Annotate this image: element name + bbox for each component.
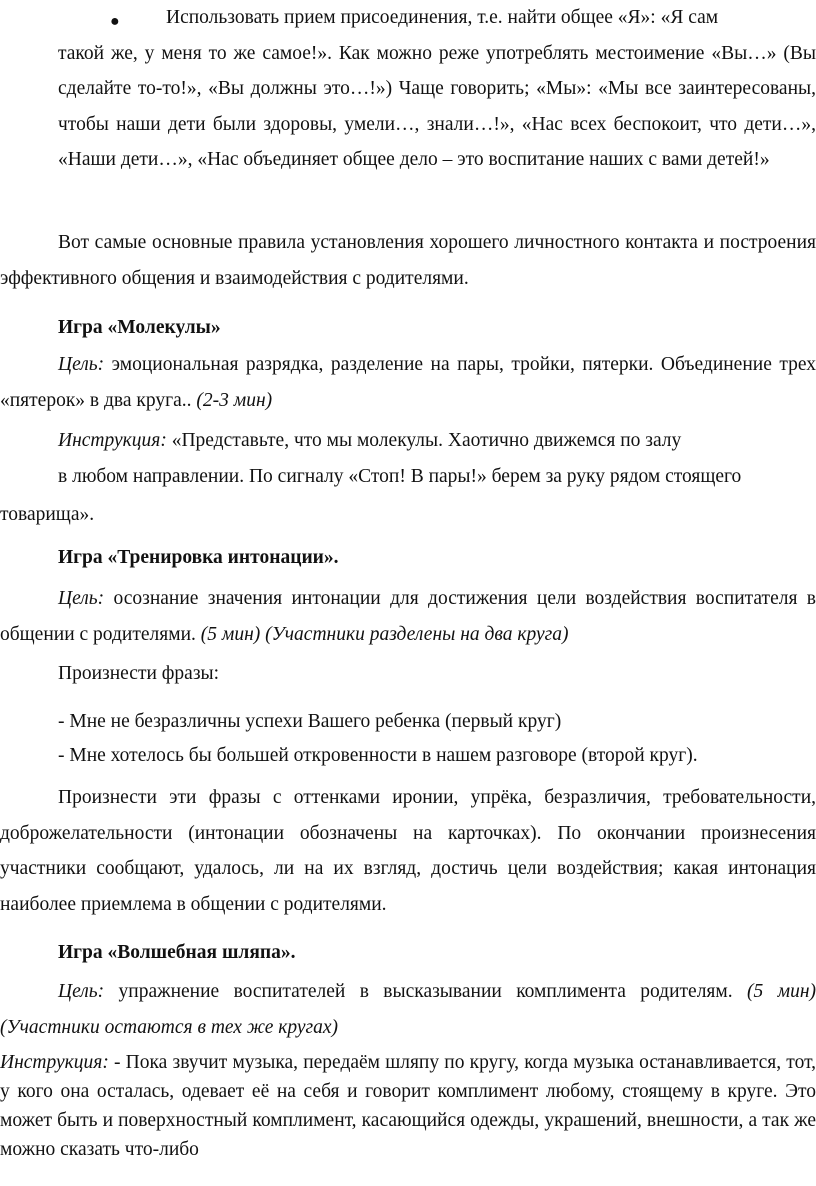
- game1-goal-time: (2-3 мин): [196, 389, 273, 411]
- game3-goal-time: (5 мин) (Участники остаются в тех же кругах): [0, 981, 816, 1038]
- game1-instr-label: Инструкция:: [58, 430, 167, 451]
- game2-goal-time: (5 мин) (Участники разделены на два круга): [200, 623, 569, 645]
- game2-goal-label: Цель:: [58, 588, 105, 609]
- bullet-marker: ●: [110, 13, 120, 30]
- game2-phrase1: - Мне не безразличны успехи Вашего ребенка (первый круг): [58, 711, 562, 732]
- game2-goal: [0, 581, 816, 652]
- game1-instruction: [0, 423, 816, 459]
- game2-say: Произнести фразы:: [58, 663, 220, 684]
- game2-title: Игра «Тренировка интонации».: [58, 547, 339, 568]
- game3-goal-text: упражнение воспитателей в высказывании комплимента родителям.: [104, 981, 748, 1002]
- game1-instr-line3: товарища».: [0, 504, 95, 525]
- game3-goal-label: Цель:: [58, 981, 105, 1002]
- game3-instr-label: Инструкция:: [0, 1052, 109, 1073]
- bullet-rest: такой же, у меня то же самое!». Как можно реже употреблять местоимение «Вы…» (Вы сделайте то-то!», «Вы должны это…!») Чаще говорить; «Мы»: «Мы все заинтересованы, чтобы наши дети были здоровы, умели…, знали…!», «Нас всех беспокоит, что дети…», «Наши дети…», «Нас объединяет общее дело – это воспитание наших с вами детей!»: [58, 42, 816, 170]
- game2-goal-text: осознание значения интонации для достижения цели воздействия воспитателя в общении с родителями.: [0, 588, 816, 645]
- game1-title: Игра «Молекулы»: [58, 317, 221, 338]
- game2-phrase2: - Мне хотелось бы большей откровенности в нашем разговоре (второй круг).: [58, 745, 698, 766]
- game2-description: Произнести эти фразы с оттенками иронии, упрёка, безразличия, требовательности, доброжелательности (интонации обозначены на карточках). По окончании произнесения участники сообщают, удалось, ли на их взгляд, достичь цели воздействия; какая интонация наиболее приемлема в общении с родителями.: [0, 787, 816, 915]
- game3-instr-text: - Пока звучит музыка, передаём шляпу по кругу, когда музыка останавливается, тот, у кого она осталась, одевает её на себя и говорит комплимент любому, стоящему в круге. Это может быть и поверхностный комплимент, касающийся одежды, украшений, внешности, а так же можно сказать что-либо: [0, 1052, 816, 1160]
- game3-instruction: [0, 1048, 816, 1164]
- bullet-text: [58, 0, 816, 178]
- game1-goal: [0, 347, 816, 418]
- game1-goal-text: эмоциональная разрядка, разделение на пары, тройки, пятерки. Объединение трех «пятерок» в два круга..: [0, 354, 816, 411]
- game1-goal-label: Цель:: [58, 354, 105, 375]
- game3-goal: [0, 974, 816, 1045]
- game1-instr-line1: «Представьте, что мы молекулы. Хаотично движемся по залу: [166, 430, 682, 451]
- bullet-first-line: Использовать прием присоединения, т.е. найти общее «Я»: «Я сам: [166, 7, 719, 28]
- game1-instr-line2: в любом направлении. По сигналу «Стоп! В пары!» берем за руку рядом стоящего: [58, 466, 742, 487]
- game3-title: Игра «Волшебная шляпа».: [58, 942, 296, 963]
- summary-paragraph: Вот самые основные правила установления хорошего личностного контакта и построения эффективного общения и взаимодействия с родителями.: [0, 232, 816, 289]
